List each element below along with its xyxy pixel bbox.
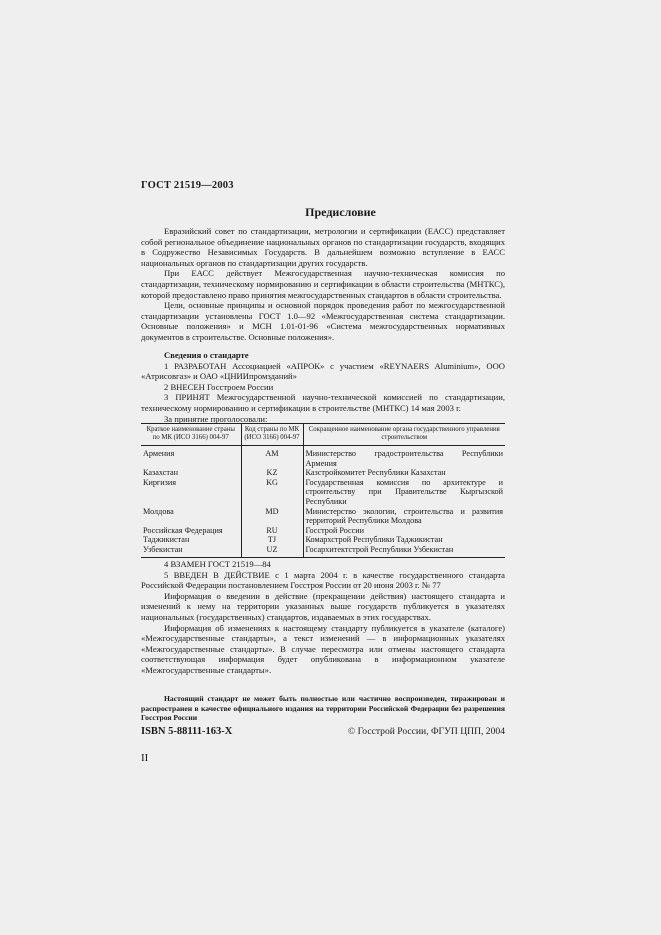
intro-paragraph: При ЕАСС действует Межгосударственная научно-техническая комиссия по стандартизации, техническому нормированию и сертификации в области строительства (МНТКС), которой предоставлено право принятия межгосударственных стандартов в области строительства. (141, 268, 505, 300)
code-cell: MD (241, 507, 303, 526)
country-cell: Молдова (143, 506, 174, 516)
info-item-effective: 5 ВВЕДЕН В ДЕЙСТВИЕ с 1 марта 2004 г. в качестве государственного стандарта Российской Федерации постановлением Госстроя России от 20 июня 2003 г. № 77 (141, 569, 505, 591)
country-cell: Армения (143, 449, 175, 458)
organ-cell: Казстройкомитет Республики Казахстан (303, 468, 505, 478)
organ-cell: Министерство экологии, строительства и развития территорий Республики Молдова (303, 507, 505, 526)
organ-cell: Министерство градостроительства Республики Армения (303, 446, 505, 469)
country-cell: Узбекистан (141, 545, 241, 557)
column-header-country: Краткое наименование страны по МК (ИСО 3166) 004-97 (141, 424, 241, 446)
code-cell: KG (241, 478, 303, 507)
document-id: ГОСТ 21519—2003 (141, 180, 234, 191)
table-row (141, 446, 505, 469)
intro-paragraph: Евразийский совет по стандартизации, метрологии и сертификации (ЕАСС) представляет собой региональное объединение национальных органов по стандартизации государств, входящих в Содружество Независимых Государств. В дальнейшем возможно вступление в ЕАСС национальных органов по стандартизации других государств. (141, 226, 505, 268)
voted-label: За принятие проголосовали: (164, 413, 268, 424)
code-cell: AM (241, 446, 303, 469)
code-cell: RU (241, 526, 303, 536)
country-cell: Российская Федерация (143, 525, 223, 535)
page-number: II (141, 752, 149, 764)
preface-intro (141, 226, 505, 343)
standard-info (141, 350, 505, 424)
organ-cell: Комархстрой Республики Таджикистан (303, 535, 505, 545)
info-item-replaces: 4 ВЗАМЕН ГОСТ 21519—84 (164, 559, 271, 569)
table-row (141, 478, 505, 507)
reproduction-notice: Настоящий стандарт не может быть полностью или частично воспроизведен, тиражирован и распространен в качестве официального издания на территории Российской Федерации без разрешения Госстроя России (141, 694, 505, 723)
post-table-info (141, 559, 505, 676)
country-cell: Киргизия (143, 477, 177, 487)
country-cell: Таджикистан (143, 535, 190, 545)
section-subheading: Сведения о стандарте (164, 350, 249, 360)
info-item-submitted: 2 ВНЕСЕН Госстроем России (164, 381, 274, 392)
info-item-adopted: 3 ПРИНЯТ Межгосударственной научно-технической комиссией по стандартизации, техническому нормированию и сертификации в строительстве (МНТКС) 14 мая 2003 г. (141, 392, 505, 413)
table-row (141, 526, 505, 536)
organ-cell: Госархитектстрой Республики Узбекистан (303, 545, 505, 557)
code-cell: KZ (241, 468, 303, 478)
intro-paragraph: Цели, основные принципы и основной порядок проведения работ по межгосударственной стандартизации установлены ГОСТ 1.0—92 «Межгосударственная система стандартизации. Основные положения» и МСН 1.01-01-96 «Система межгосударственных нормативных документов в строительстве. Основные положения». (141, 300, 505, 342)
code-cell: UZ (241, 545, 303, 557)
table-row (141, 545, 505, 557)
isbn: ISBN 5-88111-163-X (141, 726, 233, 737)
copyright: © Госстрой России, ФГУП ЦПП, 2004 (347, 726, 505, 737)
info-paragraph: Информация о введении в действие (прекращении действия) настоящего стандарта и изменений к нему на территории указанных выше государств публикуется в указателях национальных (государственных) стандартов, издаваемых в этих государствах. (141, 590, 505, 622)
info-item-developed: 1 РАЗРАБОТАН Ассоциацией «АПРОК» с участием «REYNAERS Aluminium», ООО «Атрисовгаз» и ОАО «ЦНИИпромзданий» (141, 360, 505, 382)
column-header-code: Код страны по МК (ИСО 3166) 004-97 (241, 424, 303, 446)
page-title: Предисловие (305, 205, 376, 219)
column-header-organ: Сокращенное наименование органа государственного управления строительством (303, 424, 505, 446)
table-row (141, 507, 505, 526)
country-cell: Казахстан (143, 468, 179, 478)
table-header-row (141, 424, 505, 446)
organ-cell: Госстрой России (303, 526, 505, 536)
organ-cell: Государственная комиссия по архитектуре и строительству при Правительстве Кыргызской Республики (303, 478, 505, 507)
table-row (141, 535, 505, 545)
voting-table (141, 423, 505, 558)
code-cell: TJ (241, 535, 303, 545)
table-row (141, 468, 505, 478)
info-paragraph: Информация об изменениях к настоящему стандарту публикуется в указателе (каталоге) «Межгосударственные стандарты», а текст изменений — в информационных указателях «Межгосударственные стандарты». В случае пересмотра или отмены настоящего стандарта соответствующая информация будет опубликована в информационном указателе «Межгосударственные стандарты». (141, 622, 505, 675)
